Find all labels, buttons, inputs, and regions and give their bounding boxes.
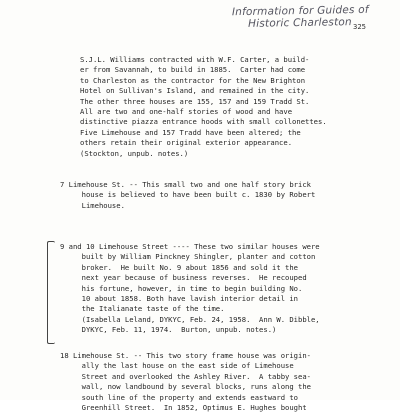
text-line: broker. He built No. 9 about 1856 and sold it the (60, 262, 298, 272)
handwritten-note-line-1: Information for Guides of (231, 3, 369, 19)
text-line: to Charleston as the contractor for the New Brighton (80, 75, 306, 85)
text-line: Street and overlooked the Ashley River. A tabby sea- (60, 371, 311, 381)
text-line: 9 and 10 Limehouse Street ---- These two similar houses were (60, 242, 320, 251)
handwritten-note (232, 4, 369, 30)
text-line: All are two and one-half stories of wood and have (80, 107, 293, 117)
text-line: (Isabella Leland, DYKYC, Feb. 24, 1958. Ann W. Dibble, (60, 314, 320, 324)
text-line: ally the last house on the east side of Limehouse (60, 361, 294, 371)
text-line: Hotel on Sullivan's Island, and remained in the city. (80, 86, 310, 96)
paragraph-18-limehouse (60, 351, 311, 413)
text-line: built by William Pinckney Shingler, planter and cotton (60, 252, 316, 262)
text-line: others retain their original exterior appearance. (80, 138, 293, 148)
text-line: S.J.L. Williams contracted with W.F. Carter, a build- (80, 55, 310, 64)
text-line: next year because of business reverses. He recouped (60, 273, 307, 283)
text-line: wall, now landbound by several blocks, runs along the (60, 382, 311, 392)
text-line: Five Limehouse and 157 Tradd have been altered; the (80, 127, 301, 137)
text-line: house is believed to have been built c. 1830 by Robert (60, 190, 316, 200)
text-line: 10 about 1858. Both have lavish interior detail in (60, 294, 298, 304)
handwritten-note-line-2: Historic Charleston (248, 16, 352, 30)
text-line: 7 Limehouse St. -- This small two and one half story brick (60, 180, 311, 189)
text-line: Limehouse. (60, 200, 125, 210)
text-line: The other three houses are 155, 157 and 159 Tradd St. (80, 96, 310, 106)
text-line: south line of the property and extends eastward to (60, 392, 298, 402)
paragraph-7-limehouse (60, 180, 315, 211)
paragraph-9-10-limehouse (60, 242, 320, 336)
paragraph-williams-carter (80, 55, 327, 159)
text-line: er from Savannah, to build in 1885. Carter had come (80, 65, 306, 75)
text-line: Greenhill Street. In 1852, Optimus E. Hughes bought (60, 403, 307, 413)
page-number: 325 (353, 22, 366, 31)
text-line: distinctive piazza entrance hoods with small collonettes. (80, 117, 327, 127)
text-line: DYKYC, Feb. 11, 1974. Burton, unpub. notes.) (60, 325, 277, 335)
text-line: (Stockton, unpub. notes.) (80, 148, 189, 158)
text-line: 18 Limehouse St. -- This two story frame house was origin- (60, 351, 311, 360)
text-line: his fortune, however, in time to begin building No. (60, 283, 303, 293)
margin-bracket (47, 241, 55, 344)
text-line: the Italianate taste of the time. (60, 304, 225, 314)
